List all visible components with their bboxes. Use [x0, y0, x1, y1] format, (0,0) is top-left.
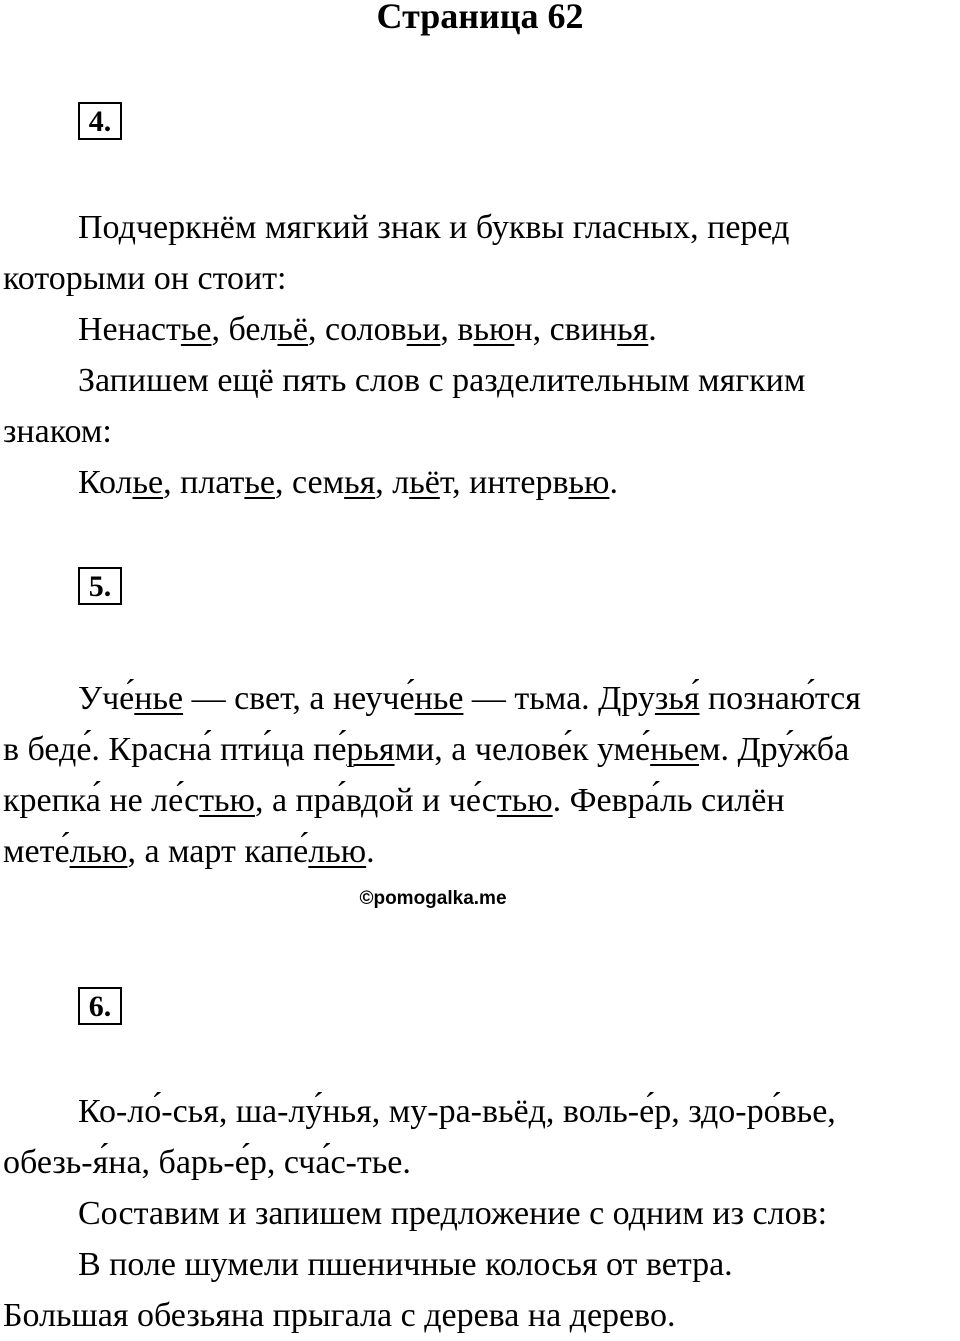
task-5-number: 5. — [78, 567, 122, 605]
task-4-line-2: которыми он стоит: — [3, 260, 287, 297]
task-5-line-4 — [3, 826, 960, 877]
text-fragment: мете́ — [3, 833, 70, 870]
underlined-fragment: ье — [244, 464, 275, 501]
text-fragment: , в — [440, 311, 474, 348]
text-fragment: познаю́тся — [699, 680, 861, 717]
text-fragment: , а пра́вдой и че́с — [254, 782, 497, 819]
text-fragment: , а март капе́ — [127, 833, 309, 870]
underlined-fragment: нье — [650, 731, 699, 768]
task-4-text — [3, 202, 960, 508]
text-fragment: — свет, а неуче́ — [183, 680, 415, 717]
text-fragment: Ненаст — [78, 311, 181, 348]
underlined-fragment: ья — [344, 464, 376, 501]
text-fragment: , солов — [308, 311, 407, 348]
underlined-fragment: нье — [414, 680, 464, 717]
task-6-line-2: обезь-я́на, барь-е́р, сча́с-тье. — [3, 1144, 411, 1181]
task-5-line-3 — [3, 775, 960, 826]
text-fragment: Уче́ — [78, 680, 135, 717]
task-4-line-1: Подчеркнём мягкий знак и буквы гласных, перед — [78, 209, 790, 246]
text-fragment: м. Дру́жба — [698, 731, 850, 768]
text-fragment: — тьма. Дру — [463, 680, 655, 717]
text-fragment: , плат — [163, 464, 245, 501]
text-fragment: . — [366, 833, 375, 870]
task-6-number: 6. — [78, 987, 122, 1025]
underlined-fragment: ьё — [409, 464, 440, 501]
task-4-words-line-2 — [3, 457, 960, 508]
task-4-number: 4. — [78, 102, 122, 140]
underlined-fragment: зья́ — [654, 680, 700, 717]
text-fragment: крепка́ не ле́с — [3, 782, 200, 819]
underlined-fragment: нье — [134, 680, 184, 717]
underlined-fragment: ье — [180, 311, 212, 348]
underlined-fragment: лью — [69, 833, 128, 870]
underlined-fragment: ью — [568, 464, 610, 501]
underlined-fragment: ья — [617, 311, 649, 348]
underlined-fragment: тью — [496, 782, 553, 819]
task-4-words-line — [3, 304, 960, 355]
task-6-line-1: Ко-ло́-сья, ша-лу́нья, му-ра-вьёд, воль-е́р, здо-ро́вье, — [78, 1093, 836, 1130]
text-fragment: т, интерв — [439, 464, 569, 501]
underlined-fragment: ью — [473, 311, 515, 348]
task-5-line-1 — [3, 673, 960, 724]
text-fragment: , сем — [274, 464, 345, 501]
task-5-line-2 — [3, 724, 960, 775]
task-6-text — [3, 1086, 960, 1341]
task-4-line-5: знаком: — [3, 413, 112, 450]
text-fragment: ми, а челове́к уме́ — [394, 731, 651, 768]
underlined-fragment: ье — [132, 464, 164, 501]
task-6-line-3: Составим и запишем предложение с одним из слов: — [78, 1195, 828, 1232]
underlined-fragment: ьи — [406, 311, 441, 348]
text-fragment: . — [648, 311, 657, 348]
text-fragment: . Февра́ль силён — [552, 782, 785, 819]
underlined-fragment: ьё — [277, 311, 309, 348]
text-fragment: Кол — [78, 464, 133, 501]
text-fragment: в беде́. Красна́ пти́ца пе́ — [3, 731, 347, 768]
underlined-fragment: тью — [199, 782, 255, 819]
page-title: Страница 62 — [376, 0, 584, 36]
text-fragment: , л — [375, 464, 410, 501]
underlined-fragment: лью — [308, 833, 367, 870]
text-fragment: н, свин — [514, 311, 618, 348]
watermark: ©pomogalka.me — [359, 888, 507, 909]
task-5-text — [3, 673, 960, 877]
task-6-line-4: В поле шумели пшеничные колосья от ветра. — [78, 1246, 733, 1283]
task-6-line-5: Большая обезьяна прыгала с дерева на дерево. — [3, 1297, 676, 1334]
text-fragment: , бел — [211, 311, 278, 348]
task-4-line-4: Запишем ещё пять слов с разделительным мягким — [78, 362, 806, 399]
underlined-fragment: рья — [346, 731, 395, 768]
text-fragment: . — [609, 464, 618, 501]
